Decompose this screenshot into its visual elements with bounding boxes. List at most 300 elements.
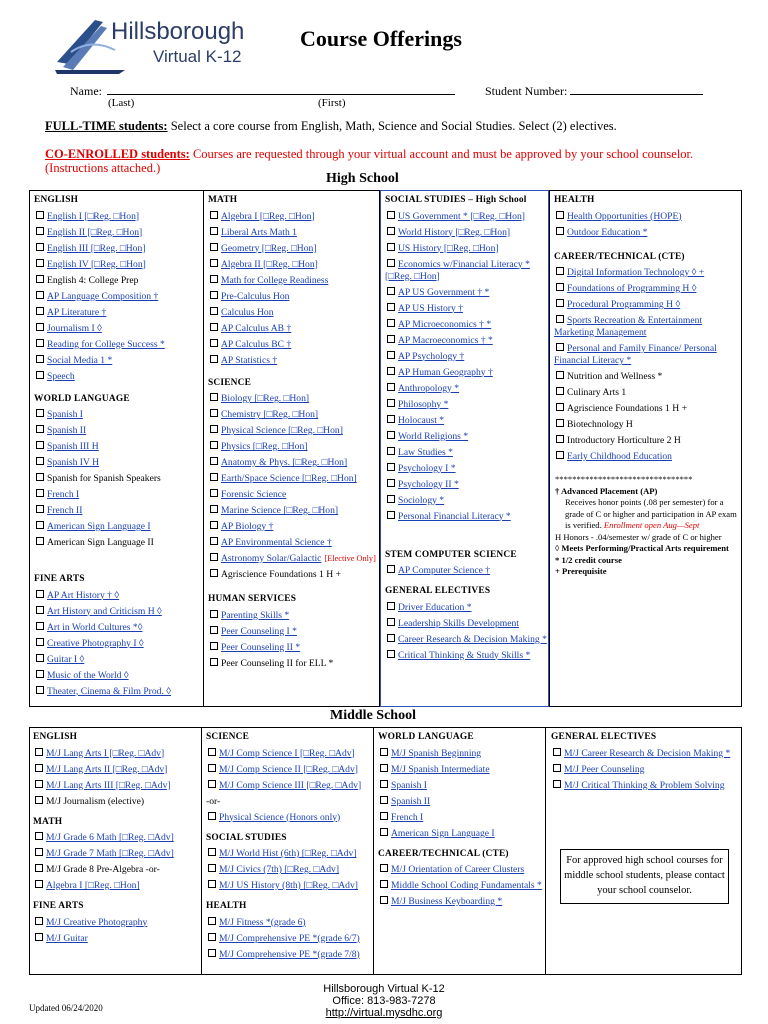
course-label[interactable]: Spanish I	[391, 779, 427, 791]
course-label[interactable]: Digital Information Technology ◊ +	[567, 267, 705, 278]
checkbox-icon[interactable]	[35, 780, 43, 788]
checkbox-icon[interactable]	[556, 267, 564, 275]
checkbox-icon[interactable]	[387, 335, 395, 343]
course-item-marine-science-reg-hon[interactable]	[208, 503, 378, 519]
course-item-speech[interactable]	[34, 369, 202, 385]
checkbox-icon[interactable]	[210, 259, 218, 267]
checkbox-icon[interactable]	[36, 425, 44, 433]
course-label[interactable]: M/J Comprehensive PE *(grade 6/7)	[219, 932, 360, 944]
course-label[interactable]: Algebra II [□Reg. □Hon]	[221, 258, 318, 270]
course-item-anatomy-phys-reg-hon[interactable]	[208, 455, 378, 471]
checkbox-icon[interactable]	[208, 780, 216, 788]
course-label[interactable]: Theater, Cinema & Film Prod. ◊	[47, 685, 171, 697]
checkbox-icon[interactable]	[380, 828, 388, 836]
course-item-health-opportunities-hope[interactable]	[554, 209, 740, 225]
checkbox-icon[interactable]	[36, 521, 44, 529]
course-item-m-j-comprehensive-pe-grade-6-7[interactable]	[206, 931, 372, 947]
course-label[interactable]: Spanish II	[47, 425, 87, 436]
course-label[interactable]: Biology [□Reg. □Hon]	[221, 393, 310, 404]
checkbox-icon[interactable]	[208, 848, 216, 856]
course-item-calculus-hon[interactable]	[208, 305, 378, 321]
course-item-french-i[interactable]	[34, 487, 202, 503]
course-label[interactable]: Psychology I *	[398, 462, 456, 474]
course-item-m-j-comprehensive-pe-grade-7-8[interactable]	[206, 947, 372, 963]
course-item-algebra-i-reg-hon[interactable]	[33, 878, 199, 894]
checkbox-icon[interactable]	[210, 339, 218, 347]
course-item-m-j-lang-arts-ii-reg-adv[interactable]	[33, 762, 199, 778]
course-item-culinary-arts-1[interactable]	[554, 385, 740, 401]
course-label[interactable]: US Government * [□Reg. □Hon]	[398, 210, 525, 222]
checkbox-icon[interactable]	[36, 441, 44, 449]
course-item-ap-literature[interactable]	[34, 305, 202, 321]
course-item-peer-counseling-ii-for-ell[interactable]	[208, 656, 378, 672]
checkbox-icon[interactable]	[210, 227, 218, 235]
checkbox-icon[interactable]	[387, 259, 395, 267]
checkbox-icon[interactable]	[210, 425, 218, 433]
checkbox-icon[interactable]	[35, 880, 43, 888]
checkbox-icon[interactable]	[36, 211, 44, 219]
course-item-forensic-science[interactable]	[208, 487, 378, 503]
checkbox-icon[interactable]	[210, 569, 218, 577]
course-item-english-iv-reg-hon[interactable]	[34, 257, 202, 273]
checkbox-icon[interactable]	[380, 864, 388, 872]
course-item-journalism-i[interactable]	[34, 321, 202, 337]
course-item-english-4-college-prep[interactable]	[34, 273, 202, 289]
course-label[interactable]: US History [□Reg. □Hon]	[398, 242, 499, 254]
course-label[interactable]: Spanish II	[391, 795, 431, 807]
course-item-algebra-ii-reg-hon[interactable]	[208, 257, 378, 273]
checkbox-icon[interactable]	[208, 764, 216, 772]
course-item-procedural-programming-h[interactable]	[554, 297, 740, 313]
course-label[interactable]: American Sign Language I	[391, 827, 495, 839]
checkbox-icon[interactable]	[208, 812, 216, 820]
course-item-world-religions[interactable]	[385, 429, 547, 445]
course-item-spanish-iv-h[interactable]	[34, 455, 202, 471]
checkbox-icon[interactable]	[35, 796, 43, 804]
course-label[interactable]: American Sign Language I	[47, 521, 151, 532]
course-label[interactable]: Peer Counseling II *	[221, 641, 301, 653]
course-label[interactable]: AP US History †	[398, 302, 463, 314]
course-label[interactable]: Liberal Arts Math 1	[221, 226, 297, 238]
course-item-world-history-reg-hon[interactable]	[385, 225, 547, 241]
course-item-agriscience-foundations-1-h[interactable]	[554, 401, 740, 417]
course-label[interactable]: AP Calculus BC †	[221, 338, 292, 350]
checkbox-icon[interactable]	[387, 383, 395, 391]
course-label[interactable]: Personal and Family Finance/ Personal Financial Literacy *	[554, 343, 717, 366]
course-label[interactable]: M/J Career Research & Decision Making *	[564, 747, 731, 759]
course-label[interactable]: AP Macroeconomics † *	[398, 334, 493, 346]
checkbox-icon[interactable]	[36, 686, 44, 694]
course-item-m-j-orientation-of-career-clusters[interactable]	[378, 862, 544, 878]
course-label[interactable]: M/J Comp Science III [□Reg. □Adv]	[219, 779, 362, 791]
checkbox-icon[interactable]	[380, 812, 388, 820]
course-label[interactable]: M/J Civics (7th) [□Reg. □Adv]	[219, 864, 340, 875]
checkbox-icon[interactable]	[387, 367, 395, 375]
course-item-french-i[interactable]	[378, 810, 544, 826]
course-item-ap-psychology[interactable]	[385, 349, 547, 365]
student-number-field[interactable]	[570, 94, 703, 95]
course-item-m-j-career-research-decision-making[interactable]	[551, 746, 737, 762]
checkbox-icon[interactable]	[210, 393, 218, 401]
course-label[interactable]: AP Human Geography †	[398, 366, 493, 378]
checkbox-icon[interactable]	[387, 511, 395, 519]
course-label[interactable]: Creative Photography I ◊	[47, 637, 144, 649]
course-item-m-j-spanish-intermediate[interactable]	[378, 762, 544, 778]
checkbox-icon[interactable]	[556, 435, 564, 443]
course-item-liberal-arts-math-1[interactable]	[208, 225, 378, 241]
checkbox-icon[interactable]	[36, 275, 44, 283]
checkbox-icon[interactable]	[208, 949, 216, 957]
checkbox-icon[interactable]	[36, 323, 44, 331]
course-item-physics-reg-hon[interactable]	[208, 439, 378, 455]
course-label[interactable]: Algebra I [□Reg. □Hon]	[221, 210, 315, 222]
course-item-m-j-comp-science-iii-reg-adv[interactable]	[206, 778, 372, 794]
course-label[interactable]: Journalism I ◊	[47, 322, 102, 334]
course-label[interactable]: Sports Recreation & Entertainment Marketing Management	[554, 315, 703, 338]
course-item-chemistry-reg-hon[interactable]	[208, 407, 378, 423]
course-item-ap-biology[interactable]	[208, 519, 378, 535]
checkbox-icon[interactable]	[35, 933, 43, 941]
course-label[interactable]: English III [□Reg. □Hon]	[47, 242, 146, 254]
checkbox-icon[interactable]	[208, 917, 216, 925]
course-label[interactable]: Calculus Hon	[221, 306, 274, 318]
checkbox-icon[interactable]	[387, 495, 395, 503]
course-item-critical-thinking-study-skills[interactable]	[385, 648, 547, 664]
course-item-english-ii-reg-hon[interactable]	[34, 225, 202, 241]
course-label[interactable]: Forensic Science	[221, 489, 287, 500]
course-label[interactable]: Spanish IV H	[47, 457, 100, 468]
course-item-anthropology[interactable]	[385, 381, 547, 397]
course-label[interactable]: French II	[47, 505, 83, 516]
checkbox-icon[interactable]	[380, 896, 388, 904]
course-label[interactable]: Peer Counseling I *	[221, 625, 297, 637]
checkbox-icon[interactable]	[210, 553, 218, 561]
checkbox-icon[interactable]	[556, 387, 564, 395]
checkbox-icon[interactable]	[210, 441, 218, 449]
course-item-ap-statistics[interactable]	[208, 353, 378, 369]
course-item-m-j-civics-7th-reg-adv[interactable]	[206, 862, 372, 878]
course-label[interactable]: Art History and Criticism H ◊	[47, 605, 162, 617]
course-label[interactable]: Reading for College Success *	[47, 338, 165, 350]
course-label[interactable]: M/J Creative Photography	[46, 916, 148, 928]
course-label[interactable]: M/J Comp Science I [□Reg. □Adv]	[219, 747, 355, 759]
course-label[interactable]: Physical Science [□Reg. □Hon]	[221, 425, 343, 436]
course-label[interactable]: Law Studies *	[398, 446, 453, 458]
course-item-astronomy-solar-galactic[interactable]	[208, 551, 378, 567]
checkbox-icon[interactable]	[210, 211, 218, 219]
course-label[interactable]: Anthropology *	[398, 382, 460, 394]
course-item-outdoor-education[interactable]	[554, 225, 740, 241]
checkbox-icon[interactable]	[210, 473, 218, 481]
course-item-career-research-decision-making[interactable]	[385, 632, 547, 648]
course-item-creative-photography-i[interactable]	[34, 636, 202, 652]
checkbox-icon[interactable]	[36, 622, 44, 630]
course-item-introductory-horticulture-2-h[interactable]	[554, 433, 740, 449]
course-item-spanish-for-spanish-speakers[interactable]	[34, 471, 202, 487]
checkbox-icon[interactable]	[210, 610, 218, 618]
course-item-earth-space-science-reg-hon[interactable]	[208, 471, 378, 487]
course-label[interactable]: Guitar I ◊	[47, 653, 85, 665]
course-item-spanish-ii[interactable]	[378, 794, 544, 810]
course-item-american-sign-language-i[interactable]	[378, 826, 544, 842]
checkbox-icon[interactable]	[556, 343, 564, 351]
checkbox-icon[interactable]	[387, 227, 395, 235]
course-item-art-in-world-cultures[interactable]	[34, 620, 202, 636]
checkbox-icon[interactable]	[380, 748, 388, 756]
course-item-us-history-reg-hon[interactable]	[385, 241, 547, 257]
checkbox-icon[interactable]	[36, 227, 44, 235]
checkbox-icon[interactable]	[387, 479, 395, 487]
checkbox-icon[interactable]	[387, 602, 395, 610]
course-item-ap-microeconomics[interactable]	[385, 317, 547, 333]
course-item-m-j-business-keyboarding[interactable]	[378, 894, 544, 910]
course-item-foundations-of-programming-h[interactable]	[554, 281, 740, 297]
course-item-spanish-i[interactable]	[34, 407, 202, 423]
checkbox-icon[interactable]	[36, 371, 44, 379]
course-item-m-j-peer-counseling[interactable]	[551, 762, 737, 778]
checkbox-icon[interactable]	[387, 319, 395, 327]
course-label[interactable]: M/J Comp Science II [□Reg. □Adv]	[219, 763, 358, 775]
course-label[interactable]: AP Literature †	[47, 306, 107, 318]
course-item-peer-counseling-ii[interactable]	[208, 640, 378, 656]
course-label[interactable]: Outdoor Education *	[567, 226, 648, 238]
footer-link[interactable]: http://virtual.mysdhc.org	[325, 1007, 443, 1019]
course-item-ap-calculus-ab[interactable]	[208, 321, 378, 337]
course-item-m-j-spanish-beginning[interactable]	[378, 746, 544, 762]
course-label[interactable]: Physics [□Reg. □Hon]	[221, 441, 308, 452]
checkbox-icon[interactable]	[208, 864, 216, 872]
checkbox-icon[interactable]	[387, 303, 395, 311]
checkbox-icon[interactable]	[210, 521, 218, 529]
course-label[interactable]: Holocaust *	[398, 414, 445, 426]
course-item-ap-us-history[interactable]	[385, 301, 547, 317]
checkbox-icon[interactable]	[36, 654, 44, 662]
checkbox-icon[interactable]	[36, 590, 44, 598]
course-item-art-history-and-criticism-h[interactable]	[34, 604, 202, 620]
checkbox-icon[interactable]	[380, 880, 388, 888]
checkbox-icon[interactable]	[36, 670, 44, 678]
checkbox-icon[interactable]	[35, 748, 43, 756]
course-item-physical-science-honors-only[interactable]	[206, 810, 372, 826]
course-label[interactable]: M/J Lang Arts II [□Reg. □Adv]	[46, 763, 168, 775]
checkbox-icon[interactable]	[387, 399, 395, 407]
course-item-m-j-grade-6-math-reg-adv[interactable]	[33, 830, 199, 846]
course-label[interactable]: AP Calculus AB †	[221, 322, 292, 334]
course-item-guitar-i[interactable]	[34, 652, 202, 668]
course-label[interactable]: M/J Critical Thinking & Problem Solving	[564, 779, 725, 791]
course-label[interactable]: Sociology *	[398, 494, 445, 506]
course-item-m-j-us-history-8th-reg-adv[interactable]	[206, 878, 372, 894]
course-label[interactable]: World Religions *	[398, 430, 469, 442]
checkbox-icon[interactable]	[387, 211, 395, 219]
checkbox-icon[interactable]	[35, 917, 43, 925]
course-item-biology-reg-hon[interactable]	[208, 391, 378, 407]
course-label[interactable]: Art in World Cultures *◊	[47, 621, 143, 633]
checkbox-icon[interactable]	[387, 447, 395, 455]
checkbox-icon[interactable]	[556, 211, 564, 219]
course-label[interactable]: M/J Spanish Beginning	[391, 747, 482, 759]
course-item-m-j-creative-photography[interactable]	[33, 915, 199, 931]
course-item-m-j-comp-science-ii-reg-adv[interactable]	[206, 762, 372, 778]
checkbox-icon[interactable]	[210, 505, 218, 513]
course-label[interactable]: M/J Comprehensive PE *(grade 7/8)	[219, 948, 360, 960]
course-label[interactable]: Driver Education *	[398, 601, 472, 613]
course-label[interactable]: Philosophy *	[398, 398, 449, 410]
course-item-law-studies[interactable]	[385, 445, 547, 461]
course-item-ap-art-history[interactable]	[34, 588, 202, 604]
checkbox-icon[interactable]	[553, 748, 561, 756]
course-label[interactable]: AP Biology †	[221, 521, 274, 532]
course-label[interactable]: M/J Grade 6 Math [□Reg. □Adv]	[46, 832, 174, 843]
course-label[interactable]: Geometry [□Reg. □Hon]	[221, 242, 317, 254]
course-item-spanish-iii-h[interactable]	[34, 439, 202, 455]
course-item-early-childhood-education[interactable]	[554, 449, 740, 465]
course-label[interactable]: AP Art History † ◊	[47, 589, 120, 601]
checkbox-icon[interactable]	[387, 618, 395, 626]
course-label[interactable]: Early Childhood Education	[567, 451, 672, 462]
course-item-english-i-reg-hon[interactable]	[34, 209, 202, 225]
course-label[interactable]: Music of the World ◊	[47, 669, 129, 681]
course-item-driver-education[interactable]	[385, 600, 547, 616]
checkbox-icon[interactable]	[35, 848, 43, 856]
course-item-american-sign-language-i[interactable]	[34, 519, 202, 535]
course-item-reading-for-college-success[interactable]	[34, 337, 202, 353]
course-label[interactable]: Physical Science (Honors only)	[219, 811, 341, 823]
checkbox-icon[interactable]	[36, 606, 44, 614]
course-item-m-j-lang-arts-iii-reg-adv[interactable]	[33, 778, 199, 794]
course-item-nutrition-and-wellness[interactable]	[554, 369, 740, 385]
course-item-economics-w-financial-literacy-reg-hon[interactable]	[385, 257, 547, 285]
checkbox-icon[interactable]	[36, 457, 44, 465]
course-label[interactable]: French I	[47, 489, 80, 500]
checkbox-icon[interactable]	[553, 764, 561, 772]
course-item-peer-counseling-i[interactable]	[208, 624, 378, 640]
checkbox-icon[interactable]	[387, 431, 395, 439]
checkbox-icon[interactable]	[556, 299, 564, 307]
checkbox-icon[interactable]	[556, 403, 564, 411]
course-label[interactable]: Pre-Calculus Hon	[221, 290, 290, 302]
checkbox-icon[interactable]	[387, 463, 395, 471]
course-item-geometry-reg-hon[interactable]	[208, 241, 378, 257]
course-label[interactable]: M/J Spanish Intermediate	[391, 763, 490, 775]
course-item-agriscience-foundations-1-h[interactable]	[208, 567, 378, 583]
course-label[interactable]: AP Psychology †	[398, 350, 465, 362]
course-label[interactable]: M/J World Hist (6th) [□Reg. □Adv]	[219, 848, 357, 859]
checkbox-icon[interactable]	[35, 864, 43, 872]
course-label[interactable]: M/J Lang Arts I [□Reg. □Adv]	[46, 747, 165, 759]
course-item-leadership-skills-development[interactable]	[385, 616, 547, 632]
course-label[interactable]: Marine Science [□Reg. □Hon]	[221, 505, 339, 516]
course-item-m-j-comp-science-i-reg-adv[interactable]	[206, 746, 372, 762]
checkbox-icon[interactable]	[210, 537, 218, 545]
course-label[interactable]: M/J US History (8th) [□Reg. □Adv]	[219, 880, 358, 891]
checkbox-icon[interactable]	[387, 287, 395, 295]
course-label[interactable]: Anatomy & Phys. [□Reg. □Hon]	[221, 457, 348, 468]
checkbox-icon[interactable]	[36, 307, 44, 315]
course-label[interactable]: AP US Government † *	[398, 286, 490, 298]
checkbox-icon[interactable]	[210, 307, 218, 315]
course-label[interactable]: M/J Guitar	[46, 932, 88, 944]
checkbox-icon[interactable]	[210, 626, 218, 634]
checkbox-icon[interactable]	[36, 409, 44, 417]
checkbox-icon[interactable]	[556, 419, 564, 427]
course-item-m-j-grade-7-math-reg-adv[interactable]	[33, 846, 199, 862]
course-item-personal-and-family-finance-personal-fin[interactable]	[554, 341, 740, 369]
checkbox-icon[interactable]	[36, 339, 44, 347]
checkbox-icon[interactable]	[36, 291, 44, 299]
checkbox-icon[interactable]	[387, 634, 395, 642]
checkbox-icon[interactable]	[380, 764, 388, 772]
checkbox-icon[interactable]	[210, 642, 218, 650]
checkbox-icon[interactable]	[36, 505, 44, 513]
checkbox-icon[interactable]	[387, 565, 395, 573]
course-item-m-j-world-hist-6th-reg-adv[interactable]	[206, 846, 372, 862]
course-item-us-government-reg-hon[interactable]	[385, 209, 547, 225]
course-item-holocaust[interactable]	[385, 413, 547, 429]
checkbox-icon[interactable]	[210, 355, 218, 363]
course-label[interactable]: AP Environmental Science †	[221, 537, 332, 548]
course-label[interactable]: Spanish III H	[47, 441, 99, 452]
course-label[interactable]: AP Language Composition †	[47, 290, 159, 302]
checkbox-icon[interactable]	[36, 489, 44, 497]
course-label[interactable]: Career Research & Decision Making *	[398, 633, 547, 645]
course-item-m-j-grade-8-pre-algebra-or[interactable]	[33, 862, 199, 878]
course-label[interactable]: AP Microeconomics † *	[398, 318, 492, 330]
course-item-biotechnology-h[interactable]	[554, 417, 740, 433]
checkbox-icon[interactable]	[35, 764, 43, 772]
checkbox-icon[interactable]	[208, 880, 216, 888]
checkbox-icon[interactable]	[210, 457, 218, 465]
checkbox-icon[interactable]	[210, 275, 218, 283]
course-item-m-j-critical-thinking-problem-solving[interactable]	[551, 778, 737, 794]
course-item-physical-science-reg-hon[interactable]	[208, 423, 378, 439]
course-item-middle-school-coding-fundamentals[interactable]	[378, 878, 544, 894]
course-item-philosophy[interactable]	[385, 397, 547, 413]
course-label[interactable]: Spanish I	[47, 409, 83, 420]
course-label[interactable]: Leadership Skills Development	[398, 617, 519, 629]
course-item-sociology[interactable]	[385, 493, 547, 509]
course-item-spanish-i[interactable]	[378, 778, 544, 794]
checkbox-icon[interactable]	[556, 371, 564, 379]
checkbox-icon[interactable]	[380, 780, 388, 788]
course-item-ap-computer-science[interactable]	[385, 563, 547, 579]
course-item-algebra-i-reg-hon[interactable]	[208, 209, 378, 225]
checkbox-icon[interactable]	[35, 832, 43, 840]
course-item-m-j-fitness-grade-6[interactable]	[206, 915, 372, 931]
checkbox-icon[interactable]	[208, 933, 216, 941]
course-item-pre-calculus-hon[interactable]	[208, 289, 378, 305]
course-label[interactable]: English IV [□Reg. □Hon]	[47, 258, 146, 270]
course-label[interactable]: M/J Fitness *(grade 6)	[219, 916, 306, 928]
course-item-american-sign-language-ii[interactable]	[34, 535, 202, 551]
course-item-psychology-i[interactable]	[385, 461, 547, 477]
course-item-math-for-college-readiness[interactable]	[208, 273, 378, 289]
course-label[interactable]: Chemistry [□Reg. □Hon]	[221, 409, 319, 420]
course-item-psychology-ii[interactable]	[385, 477, 547, 493]
checkbox-icon[interactable]	[556, 283, 564, 291]
course-label[interactable]: Astronomy Solar/Galactic	[221, 553, 322, 564]
course-label[interactable]: Algebra I [□Reg. □Hon]	[46, 880, 140, 891]
course-item-theater-cinema-film-prod[interactable]	[34, 684, 202, 700]
course-item-ap-language-composition[interactable]	[34, 289, 202, 305]
checkbox-icon[interactable]	[210, 323, 218, 331]
checkbox-icon[interactable]	[380, 796, 388, 804]
checkbox-icon[interactable]	[556, 315, 564, 323]
course-label[interactable]: M/J Orientation of Career Clusters	[391, 864, 525, 875]
checkbox-icon[interactable]	[210, 658, 218, 666]
course-label[interactable]: M/J Grade 7 Math [□Reg. □Adv]	[46, 848, 174, 859]
course-item-parenting-skills[interactable]	[208, 608, 378, 624]
